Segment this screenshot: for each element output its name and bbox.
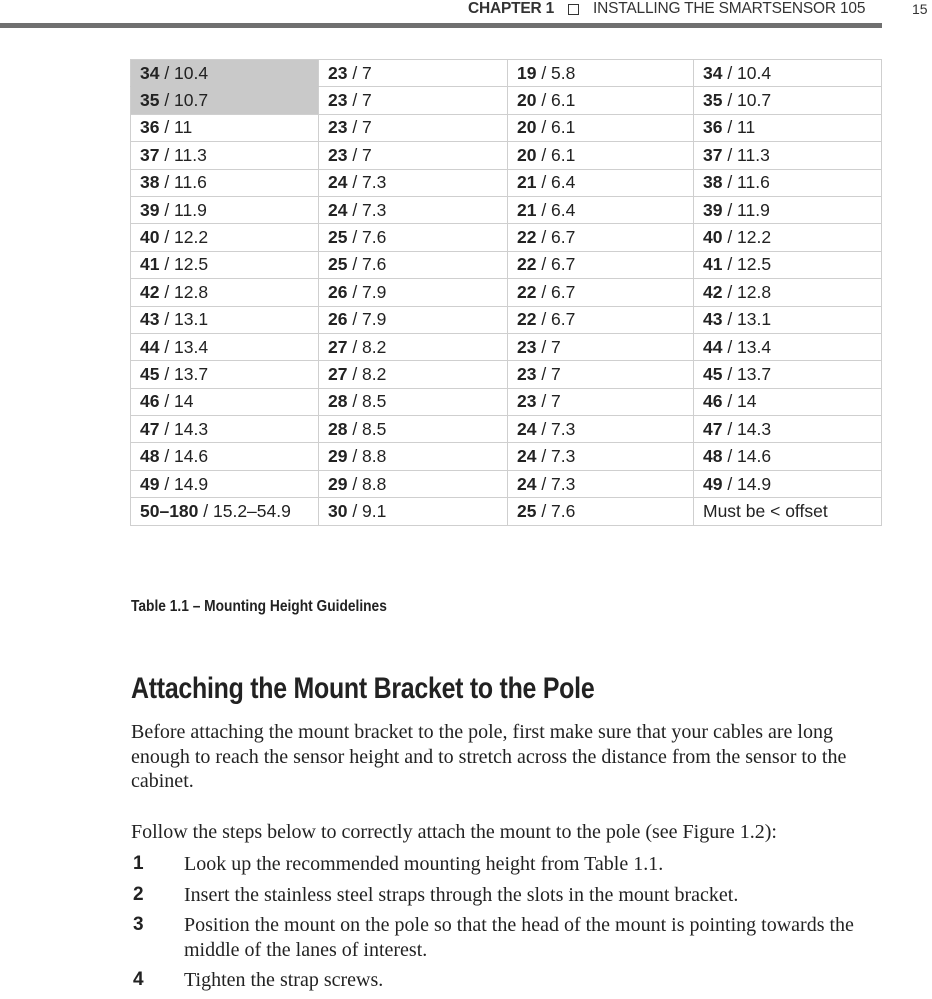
- steps-intro-paragraph: Follow the steps below to correctly attach the mount to the pole (see Figure 1.2):: [131, 821, 777, 843]
- cell-height-feet: 37: [140, 144, 160, 165]
- table-cell: [694, 498, 882, 525]
- cell-height-meters: / 7.3: [536, 446, 576, 467]
- table-row: [131, 196, 882, 223]
- cell-height-feet: 45: [703, 363, 723, 384]
- table-cell: [319, 142, 508, 169]
- steps-list: [131, 852, 891, 999]
- cell-height-feet: 27: [328, 363, 348, 384]
- cell-height-feet: 22: [517, 309, 537, 330]
- cell-height-feet: 28: [328, 418, 348, 439]
- table-cell: [131, 196, 319, 223]
- table-body: [131, 60, 882, 526]
- cell-height-feet: 42: [703, 281, 723, 302]
- step-number: 1: [133, 853, 144, 874]
- cell-height-feet: 23: [517, 391, 537, 412]
- table-cell: [319, 60, 508, 87]
- cell-height-meters: / 13.1: [159, 309, 209, 330]
- cell-height-meters: / 11.6: [159, 172, 207, 193]
- cell-height-feet: 46: [703, 391, 723, 412]
- cell-height-meters: / 7.3: [536, 473, 576, 494]
- cell-height-feet: 43: [703, 309, 723, 330]
- table-cell: [508, 416, 694, 443]
- cell-height-meters: / 12.8: [159, 281, 209, 302]
- step-item: [131, 852, 891, 877]
- cell-height-feet: 39: [140, 199, 160, 220]
- table-cell: [131, 279, 319, 306]
- table-cell: [319, 87, 508, 114]
- table-cell: [508, 388, 694, 415]
- cell-height-feet: 41: [703, 254, 723, 275]
- table-cell: [508, 470, 694, 497]
- cell-height-meters: / 6.4: [536, 172, 576, 193]
- cell-height-meters: / 14: [159, 391, 194, 412]
- cell-height-meters: / 7.6: [347, 254, 387, 275]
- cell-height-meters: / 6.7: [536, 309, 576, 330]
- table-row: [131, 169, 882, 196]
- cell-height-meters: / 14: [722, 391, 757, 412]
- cell-height-feet: 34: [140, 62, 160, 83]
- cell-height-feet: 23: [328, 90, 348, 111]
- table-cell: [508, 306, 694, 333]
- cell-height-meters: / 8.5: [347, 418, 387, 439]
- cell-height-meters: / 7.9: [347, 309, 387, 330]
- table-cell: [694, 196, 882, 223]
- cell-height-feet: 23: [328, 144, 348, 165]
- table-row: [131, 114, 882, 141]
- table-cell: [508, 443, 694, 470]
- table-cell: [319, 306, 508, 333]
- cell-height-meters: / 7: [347, 90, 372, 111]
- cell-height-feet: 22: [517, 281, 537, 302]
- cell-height-feet: 38: [703, 172, 723, 193]
- cell-height-feet: 48: [140, 446, 160, 467]
- cell-height-meters: / 7.3: [347, 199, 387, 220]
- cell-height-feet: 49: [140, 473, 160, 494]
- table-cell: [319, 388, 508, 415]
- cell-height-feet: 25: [517, 500, 537, 521]
- cell-height-meters: / 11: [159, 117, 193, 138]
- cell-height-feet: 45: [140, 363, 160, 384]
- cell-height-meters: / 14.9: [722, 473, 772, 494]
- header-title: INSTALLING THE SMARTSENSOR 105: [593, 0, 866, 17]
- step-item: [131, 883, 891, 908]
- table-cell: [508, 279, 694, 306]
- table-cell: [694, 306, 882, 333]
- table-cell: [131, 224, 319, 251]
- table-cell: [694, 224, 882, 251]
- cell-height-meters: / 7: [536, 363, 561, 384]
- table-cell: [131, 470, 319, 497]
- cell-height-meters: / 11.3: [159, 144, 207, 165]
- table-cell: [694, 361, 882, 388]
- table-row: [131, 87, 882, 114]
- table-row: [131, 498, 882, 525]
- table-cell: [319, 251, 508, 278]
- cell-height-feet: 25: [328, 227, 348, 248]
- cell-height-meters: / 11.6: [722, 172, 770, 193]
- table-cell: [694, 333, 882, 360]
- table-cell: [694, 416, 882, 443]
- cell-height-meters: / 6.1: [536, 117, 576, 138]
- table-cell: [508, 361, 694, 388]
- cell-height-feet: 35: [140, 90, 160, 111]
- header-rule: [0, 23, 882, 28]
- table-cell: [319, 333, 508, 360]
- cell-height-feet: 23: [328, 117, 348, 138]
- cell-height-feet: 24: [328, 172, 348, 193]
- cell-height-meters: / 12.8: [722, 281, 772, 302]
- cell-height-feet: 30: [328, 500, 348, 521]
- table-cell: [131, 60, 319, 87]
- cell-height-feet: 19: [517, 62, 537, 83]
- cell-height-feet: 21: [517, 199, 537, 220]
- table-cell: [131, 361, 319, 388]
- cell-height-feet: 36: [703, 117, 723, 138]
- cell-height-feet: 23: [517, 363, 537, 384]
- cell-height-meters: / 7: [536, 391, 561, 412]
- page-number: 15: [912, 1, 928, 17]
- cell-height-meters: / 15.2–54.9: [198, 500, 291, 521]
- cell-height-meters: / 7: [536, 336, 561, 357]
- table-row: [131, 388, 882, 415]
- table-cell: [131, 87, 319, 114]
- table-cell: [694, 470, 882, 497]
- table-cell: [319, 470, 508, 497]
- cell-height-feet: 42: [140, 281, 160, 302]
- cell-height-meters: / 7: [347, 117, 372, 138]
- cell-height-feet: 22: [517, 254, 537, 275]
- cell-height-feet: 38: [140, 172, 160, 193]
- cell-height-meters: / 14.3: [722, 418, 772, 439]
- cell-height-meters: / 14.6: [722, 446, 772, 467]
- table-cell: [508, 60, 694, 87]
- cell-height-meters: / 11.9: [722, 199, 770, 220]
- table-row: [131, 416, 882, 443]
- table-cell: [694, 279, 882, 306]
- cell-height-feet: 39: [703, 199, 723, 220]
- table-cell: [508, 169, 694, 196]
- table-row: [131, 333, 882, 360]
- cell-height-feet: 21: [517, 172, 537, 193]
- table-cell: [694, 169, 882, 196]
- table-cell: [131, 251, 319, 278]
- table-row: [131, 279, 882, 306]
- cell-height-feet: 28: [328, 391, 348, 412]
- cell-height-feet: 41: [140, 254, 160, 275]
- cell-height-feet: 24: [517, 473, 537, 494]
- table-cell: [131, 416, 319, 443]
- cell-height-feet: 20: [517, 90, 537, 111]
- cell-height-feet: 36: [140, 117, 160, 138]
- cell-height-meters: / 6.1: [536, 144, 576, 165]
- cell-height-feet: 46: [140, 391, 160, 412]
- table-cell: [319, 279, 508, 306]
- cell-height-feet: 43: [140, 309, 160, 330]
- cell-height-feet: 26: [328, 281, 348, 302]
- mounting-height-table: [130, 59, 882, 526]
- table-cell: [508, 196, 694, 223]
- cell-height-meters: / 8.2: [347, 363, 387, 384]
- cell-height-meters: / 6.7: [536, 254, 576, 275]
- cell-height-feet: 40: [703, 227, 723, 248]
- cell-height-meters: / 11.9: [159, 199, 207, 220]
- cell-height-meters: / 11.3: [722, 144, 770, 165]
- cell-height-meters: / 7.6: [536, 500, 576, 521]
- cell-height-meters: / 7.6: [347, 227, 387, 248]
- cell-height-meters: / 12.2: [722, 227, 772, 248]
- table-cell: [508, 114, 694, 141]
- cell-height-meters: / 13.7: [159, 363, 209, 384]
- table-cell: [694, 87, 882, 114]
- table-cell: [131, 169, 319, 196]
- cell-height-feet: 24: [517, 418, 537, 439]
- running-header: [468, 0, 865, 18]
- section-title: Attaching the Mount Bracket to the Pole: [131, 672, 595, 705]
- table-cell: [131, 114, 319, 141]
- cell-height-meters: / 7.3: [536, 418, 576, 439]
- table-cell: [131, 498, 319, 525]
- step-text: Position the mount on the pole so that the head of the mount is pointing towards the middle of the lanes of interest.: [184, 914, 854, 961]
- table-caption: Table 1.1 – Mounting Height Guidelines: [131, 598, 387, 615]
- cell-height-feet: 44: [140, 336, 160, 357]
- step-number: 4: [133, 969, 144, 990]
- cell-height-meters: / 8.8: [347, 473, 387, 494]
- cell-height-meters: / 7: [347, 62, 372, 83]
- cell-height-meters: / 13.7: [722, 363, 772, 384]
- cell-height-meters: / 7.9: [347, 281, 387, 302]
- cell-height-feet: 29: [328, 446, 348, 467]
- cell-height-meters: / 7.3: [347, 172, 387, 193]
- cell-height-feet: 29: [328, 473, 348, 494]
- cell-height-feet: 44: [703, 336, 723, 357]
- cell-height-feet: 24: [517, 446, 537, 467]
- cell-height-meters: / 6.7: [536, 227, 576, 248]
- table-row: [131, 60, 882, 87]
- step-text: Look up the recommended mounting height from Table 1.1.: [184, 853, 664, 875]
- cell-height-meters: / 8.5: [347, 391, 387, 412]
- cell-height-meters: / 13.4: [159, 336, 209, 357]
- cell-height-meters: / 11: [722, 117, 756, 138]
- cell-height-feet: 20: [517, 117, 537, 138]
- intro-paragraph: Before attaching the mount bracket to the pole, first make sure that your cables are long enough to reach the sensor height and to stretch across the distance from the sensor to the cabinet.: [131, 721, 847, 792]
- cell-height-feet: 23: [517, 336, 537, 357]
- cell-height-feet: 35: [703, 90, 723, 111]
- cell-height-feet: 24: [328, 199, 348, 220]
- table-cell: [319, 169, 508, 196]
- table-row: [131, 142, 882, 169]
- cell-height-feet: 25: [328, 254, 348, 275]
- cell-height-feet: 49: [703, 473, 723, 494]
- cell-height-meters: / 8.8: [347, 446, 387, 467]
- table-cell: [131, 388, 319, 415]
- cell-height-meters: / 10.4: [159, 62, 209, 83]
- step-item: [131, 913, 891, 962]
- square-bullet-icon: [568, 4, 579, 15]
- page-header: [0, 0, 932, 30]
- step-number: 2: [133, 883, 144, 905]
- cell-height-meters: / 6.1: [536, 90, 576, 111]
- cell-height-meters: / 14.6: [159, 446, 209, 467]
- table-cell: [694, 142, 882, 169]
- cell-height-feet: 50–180: [140, 500, 199, 521]
- table-cell: [694, 388, 882, 415]
- header-chapter: CHAPTER 1: [468, 0, 555, 17]
- cell-height-feet: 37: [703, 144, 723, 165]
- table-row: [131, 361, 882, 388]
- table-cell: [508, 333, 694, 360]
- table-cell: [694, 443, 882, 470]
- cell-height-meters: / 9.1: [347, 500, 387, 521]
- step-text: Insert the stainless steel straps through the slots in the mount bracket.: [184, 883, 739, 906]
- cell-height-meters: / 10.4: [722, 62, 772, 83]
- cell-height-meters: / 14.3: [159, 418, 209, 439]
- table-row: [131, 306, 882, 333]
- table-cell: [131, 443, 319, 470]
- table-cell: [319, 196, 508, 223]
- cell-height-meters: / 6.4: [536, 199, 576, 220]
- cell-height-meters: / 12.2: [159, 227, 209, 248]
- table-row: [131, 224, 882, 251]
- table-cell: [319, 114, 508, 141]
- table-cell: [508, 142, 694, 169]
- step-text: Tighten the strap screws.: [184, 969, 384, 991]
- step-item: [131, 968, 891, 993]
- cell-height-feet: 20: [517, 144, 537, 165]
- cell-height-feet: 34: [703, 62, 723, 83]
- cell-height-meters: / 6.7: [536, 281, 576, 302]
- cell-height-feet: 40: [140, 227, 160, 248]
- cell-height-meters: / 12.5: [722, 254, 772, 275]
- cell-height-meters: / 10.7: [722, 90, 772, 111]
- table-row: [131, 251, 882, 278]
- cell-height-meters: / 10.7: [159, 90, 209, 111]
- table-row: [131, 443, 882, 470]
- cell-height-meters: / 14.9: [159, 473, 209, 494]
- table-cell: [131, 333, 319, 360]
- cell-height-meters: / 8.2: [347, 336, 387, 357]
- table-cell: [508, 224, 694, 251]
- table-cell: [694, 114, 882, 141]
- table-cell: [319, 416, 508, 443]
- cell-height-feet: 47: [140, 418, 160, 439]
- table-cell: [131, 306, 319, 333]
- table-row: [131, 470, 882, 497]
- cell-height-meters: / 7: [347, 144, 372, 165]
- cell-height-feet: 23: [328, 62, 348, 83]
- cell-height-feet: 48: [703, 446, 723, 467]
- cell-height-feet: 47: [703, 418, 723, 439]
- table-cell: [319, 361, 508, 388]
- table-cell: [508, 87, 694, 114]
- step-number: 3: [133, 914, 144, 935]
- cell-height-feet: 26: [328, 309, 348, 330]
- cell-height-feet: 22: [517, 227, 537, 248]
- table-cell: [131, 142, 319, 169]
- table-cell: [319, 224, 508, 251]
- cell-note: Must be < offset: [703, 500, 828, 521]
- cell-height-feet: 27: [328, 336, 348, 357]
- table-cell: [694, 60, 882, 87]
- table-cell: [508, 251, 694, 278]
- cell-height-meters: / 13.1: [722, 309, 772, 330]
- table-cell: [694, 251, 882, 278]
- table-cell: [319, 498, 508, 525]
- cell-height-meters: / 12.5: [159, 254, 209, 275]
- table-cell: [319, 443, 508, 470]
- cell-height-meters: / 13.4: [722, 336, 772, 357]
- table-cell: [508, 498, 694, 525]
- cell-height-meters: / 5.8: [536, 62, 576, 83]
